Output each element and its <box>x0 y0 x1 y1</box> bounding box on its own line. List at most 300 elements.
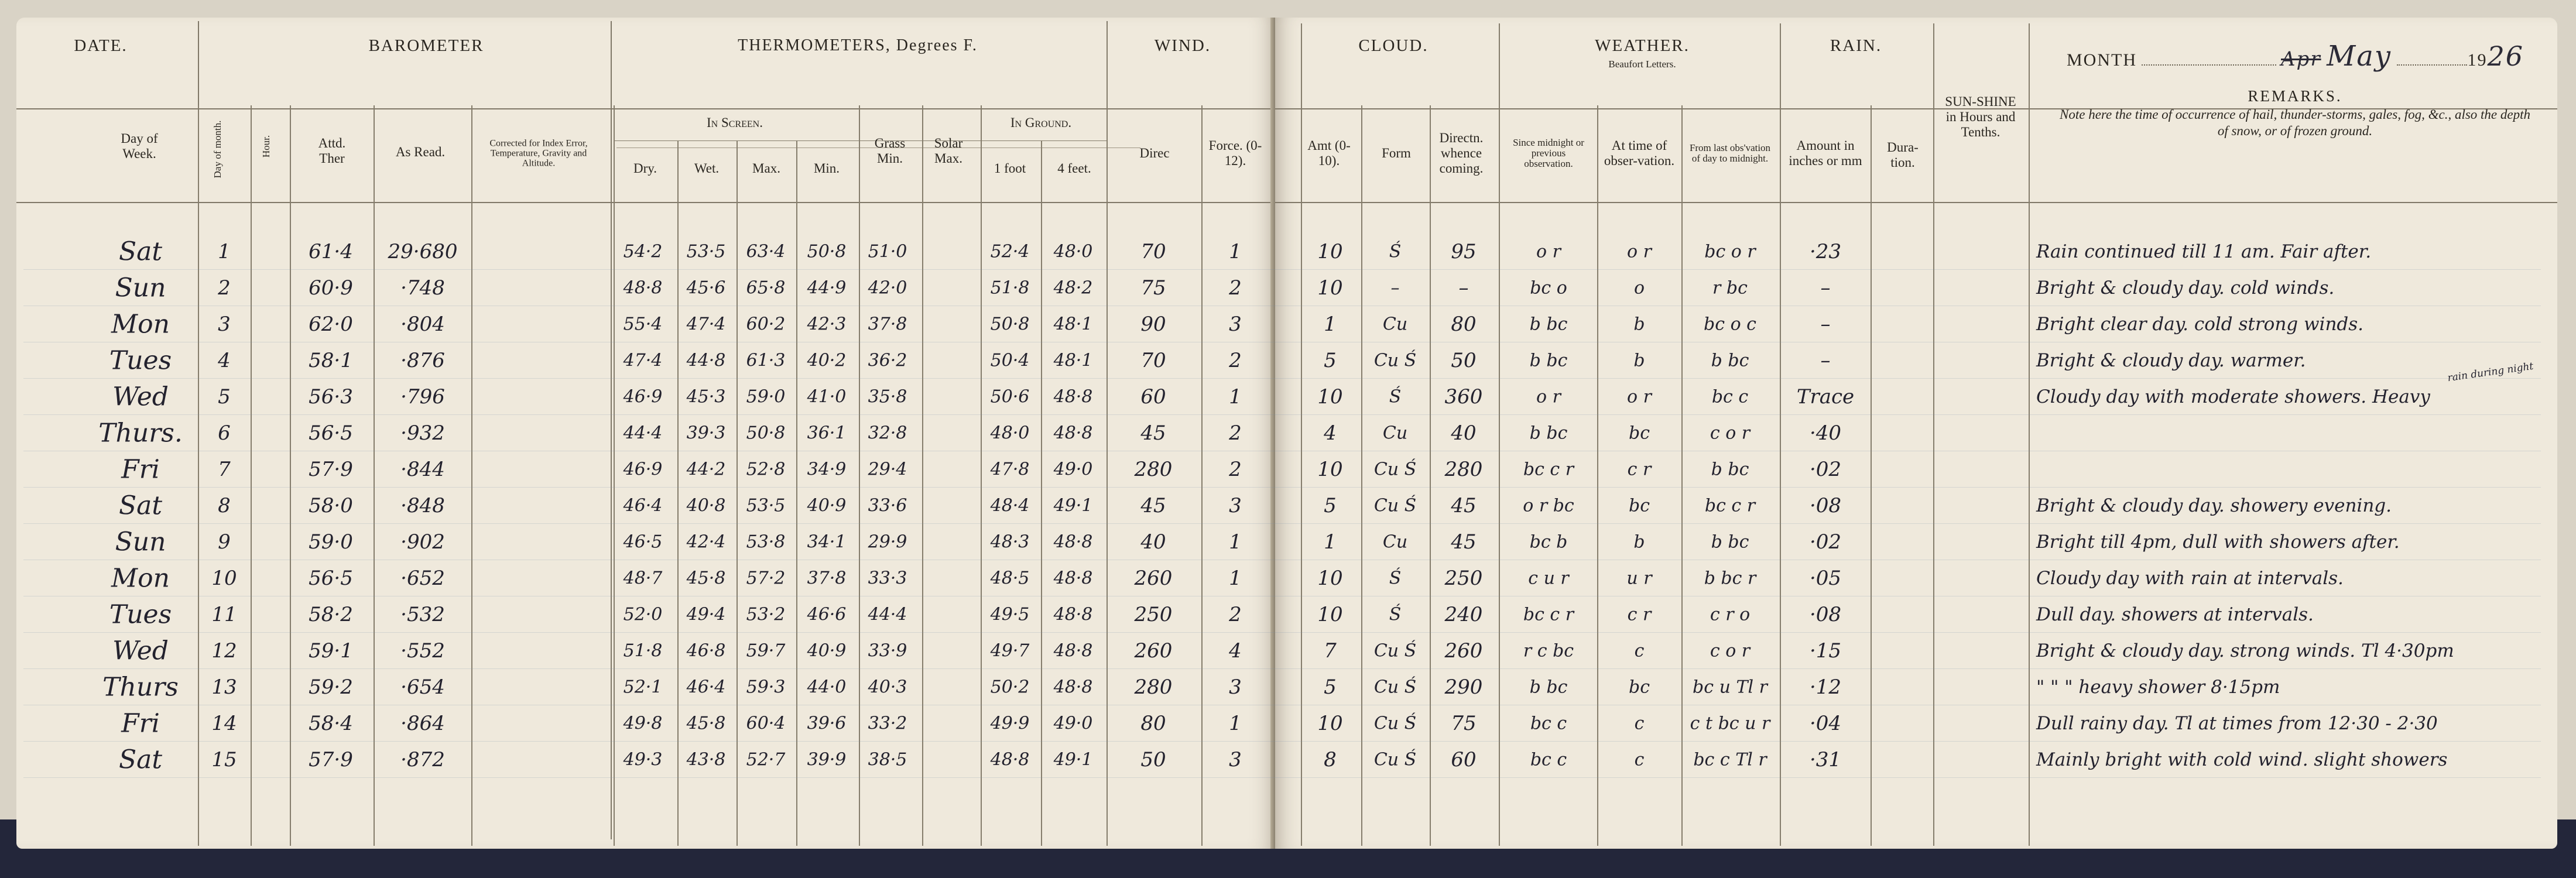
cell-w2: b <box>1633 350 1645 371</box>
row-rule <box>23 741 2541 742</box>
cell-attd: 56·5 <box>309 567 353 590</box>
cell-w2: o r <box>1627 241 1652 262</box>
cell-ft1: 48·8 <box>990 749 1030 770</box>
cell-max: 53·8 <box>746 531 786 553</box>
cell-form: Cu Ś <box>1373 749 1417 770</box>
cell-w3: c o r <box>1710 423 1751 444</box>
cell-w1: o r bc <box>1523 495 1574 516</box>
cell-grass: 33·2 <box>868 713 907 734</box>
cell-force: 2 <box>1229 276 1242 300</box>
cell-dom: 2 <box>218 276 231 300</box>
cell-form: Cu Ś <box>1373 350 1417 371</box>
cell-force: 3 <box>1229 494 1242 517</box>
cell-max: 50·8 <box>746 423 786 444</box>
cell-dry: 48·7 <box>623 568 663 589</box>
cell-form: Cu <box>1382 314 1408 335</box>
column-rule <box>1681 105 1683 846</box>
cell-force: 1 <box>1229 385 1242 409</box>
cell-form: Cu <box>1382 531 1408 553</box>
cell-w3: b bc <box>1711 531 1749 553</box>
column-rule <box>796 140 797 846</box>
cell-dir: 70 <box>1140 240 1166 263</box>
cell-wet: 39·3 <box>686 423 726 444</box>
cell-dow: Wed <box>112 636 169 666</box>
cell-grass: 44·4 <box>868 604 907 625</box>
cell-max: 61·3 <box>746 350 786 371</box>
cell-w1: o r <box>1536 386 1561 407</box>
cell-grass: 38·5 <box>868 749 907 770</box>
cell-dow: Thurs. <box>98 418 183 448</box>
cell-cdir: 260 <box>1444 639 1483 663</box>
cell-ft4: 48·1 <box>1053 350 1093 371</box>
cell-w1: r c bc <box>1523 640 1574 661</box>
cell-ft4: 48·8 <box>1053 386 1093 407</box>
header-subrule <box>981 140 1107 141</box>
cell-rain: ·23 <box>1809 240 1842 263</box>
cell-rain: ·15 <box>1809 639 1842 663</box>
cell-ft4: 49·1 <box>1053 749 1093 770</box>
cell-w2: c <box>1634 713 1645 734</box>
cell-w2: c r <box>1627 459 1652 480</box>
cell-min: 44·0 <box>807 677 847 698</box>
cell-baro: ·654 <box>400 675 445 699</box>
cell-dow: Tues <box>109 599 172 630</box>
cell-form: Cu Ś <box>1373 677 1417 698</box>
cell-force: 1 <box>1229 240 1242 263</box>
column-rule <box>922 105 923 846</box>
column-rule <box>1933 23 1934 846</box>
cell-dom: 1 <box>218 240 231 263</box>
row-rule <box>23 668 2541 669</box>
cell-wet: 53·5 <box>686 241 726 262</box>
cell-form: Cu Ś <box>1373 640 1417 661</box>
cell-dir: 90 <box>1140 313 1166 336</box>
cell-force: 1 <box>1229 567 1242 590</box>
month-label: MONTH <box>2067 50 2137 70</box>
cell-w2: bc <box>1628 677 1650 698</box>
cell-dry: 46·4 <box>623 495 663 516</box>
column-rule <box>1301 23 1302 846</box>
cell-dry: 51·8 <box>623 640 663 661</box>
subheader-hour: Hour. <box>261 135 272 158</box>
cell-force: 3 <box>1229 313 1242 336</box>
cell-dow: Sun <box>115 273 166 303</box>
remarks-note: Note here the time of occurrence of hail, thunder-storms, gales, fog, &c., also the depth of snow, or of frozen ground. <box>2060 107 2530 138</box>
header-sunshine: SUN-SHINE in Hours and Tenths. <box>1945 94 2016 139</box>
cell-w3: b bc <box>1711 350 1749 371</box>
cell-grass: 37·8 <box>868 314 907 335</box>
cell-cdir: 95 <box>1451 240 1477 263</box>
cell-rain: ·02 <box>1809 458 1842 481</box>
cell-baro: ·532 <box>400 603 445 626</box>
cell-wet: 45·8 <box>686 568 726 589</box>
cell-baro: ·796 <box>400 385 445 409</box>
cell-grass: 51·0 <box>868 241 907 262</box>
cell-ft1: 48·0 <box>990 423 1030 444</box>
header-date: DATE. <box>74 36 128 55</box>
cell-force: 1 <box>1229 530 1242 554</box>
subheader-solar-max: Solar Max. <box>934 136 963 166</box>
cell-attd: 62·0 <box>309 313 353 336</box>
cell-rain: ·04 <box>1809 712 1842 735</box>
cell-w2: c <box>1634 640 1645 661</box>
cell-form: Cu Ś <box>1373 713 1417 734</box>
cell-ft1: 50·2 <box>990 677 1030 698</box>
cell-w2: u r <box>1626 568 1652 589</box>
cell-attd: 56·5 <box>309 421 353 445</box>
cell-max: 59·7 <box>746 640 786 661</box>
subheader-grass-min: Grass Min. <box>874 136 906 166</box>
cell-w1: bc c r <box>1523 459 1574 480</box>
row-rule <box>23 632 2541 633</box>
cell-dom: 7 <box>218 458 231 481</box>
year-written: 26 <box>2487 40 2524 72</box>
cell-cdir: 80 <box>1451 313 1477 336</box>
cell-min: 40·9 <box>807 640 847 661</box>
cell-w3: c t bc u r <box>1690 713 1770 734</box>
cell-remark: Bright till 4pm, dull with showers after. <box>2036 531 2400 553</box>
header-barometer: BAROMETER <box>368 36 484 55</box>
cell-baro: ·804 <box>400 313 445 336</box>
cell-dir: 60 <box>1140 385 1166 409</box>
cell-cdir: 290 <box>1444 675 1483 699</box>
cell-force: 3 <box>1229 675 1242 699</box>
cell-baro: ·844 <box>400 458 445 481</box>
column-rule <box>859 105 860 846</box>
cell-max: 53·5 <box>746 495 786 516</box>
cell-ft1: 51·8 <box>990 277 1030 299</box>
cell-remark: Dull day. showers at intervals. <box>2036 604 2314 625</box>
cell-rain: ·02 <box>1809 530 1842 554</box>
cell-dow: Fri <box>121 454 160 485</box>
cell-ft4: 48·8 <box>1053 640 1093 661</box>
cell-amt: 10 <box>1317 567 1343 590</box>
row-rule <box>23 378 2541 379</box>
cell-wet: 44·8 <box>686 350 726 371</box>
cell-attd: 60·9 <box>309 276 353 300</box>
cell-force: 1 <box>1229 712 1242 735</box>
cell-remark: Cloudy day with rain at intervals. <box>2036 568 2344 589</box>
cell-dir: 75 <box>1140 276 1166 300</box>
cell-force: 2 <box>1229 458 1242 481</box>
cell-max: 52·7 <box>746 749 786 770</box>
subheader-directn: Directn. whence coming. <box>1439 131 1484 176</box>
cell-cdir: 40 <box>1451 421 1477 445</box>
cell-attd: 59·2 <box>309 675 353 699</box>
subheader-duration: Dura-tion. <box>1887 140 1919 170</box>
cell-wet: 40·8 <box>686 495 726 516</box>
cell-attd: 59·1 <box>309 639 353 663</box>
cell-w1: bc c <box>1530 713 1567 734</box>
header-rain: RAIN. <box>1830 36 1882 55</box>
cell-cdir: 45 <box>1451 494 1477 517</box>
cell-amt: 10 <box>1317 458 1343 481</box>
column-rule <box>374 105 375 846</box>
cell-amt: 10 <box>1317 240 1343 263</box>
cell-grass: 40·3 <box>868 677 907 698</box>
cell-wet: 45·3 <box>686 386 726 407</box>
cell-remark: Mainly bright with cold wind. slight showers <box>2036 749 2448 770</box>
header-weather: WEATHER. <box>1595 36 1690 55</box>
cell-dow: Tues <box>109 345 172 376</box>
cell-ft1: 49·5 <box>990 604 1030 625</box>
cell-amt: 5 <box>1324 494 1337 517</box>
cell-baro: ·864 <box>400 712 445 735</box>
subheader-form: Form <box>1382 146 1411 160</box>
cell-cdir: 50 <box>1451 349 1477 372</box>
subheader-day-of-month: Day of month. <box>212 120 223 179</box>
cell-baro: 29·680 <box>388 240 458 263</box>
cell-baro: ·552 <box>400 639 445 663</box>
cell-dow: Mon <box>111 309 170 339</box>
cell-grass: 42·0 <box>868 277 907 299</box>
cell-ft4: 49·1 <box>1053 495 1093 516</box>
column-rule <box>1201 105 1203 846</box>
cell-form: Cu Ś <box>1373 495 1417 516</box>
cell-force: 2 <box>1229 421 1242 445</box>
cell-max: 60·2 <box>746 314 786 335</box>
cell-baro: ·876 <box>400 349 445 372</box>
cell-min: 34·9 <box>807 459 847 480</box>
cell-w2: bc <box>1628 495 1650 516</box>
cell-dry: 49·8 <box>623 713 663 734</box>
cell-cdir: 45 <box>1451 530 1477 554</box>
cell-w3: c r o <box>1710 604 1751 625</box>
cell-min: 40·2 <box>807 350 847 371</box>
cell-w3: bc c r <box>1704 495 1756 516</box>
cell-dry: 55·4 <box>623 314 663 335</box>
cell-dom: 10 <box>211 567 237 590</box>
cell-w3: r bc <box>1712 277 1748 299</box>
cell-rain: ·08 <box>1809 603 1842 626</box>
column-rule <box>251 105 252 846</box>
cell-min: 42·3 <box>807 314 847 335</box>
cell-dow: Sat <box>118 236 163 267</box>
cell-dry: 47·4 <box>623 350 663 371</box>
cell-amt: 5 <box>1324 349 1337 372</box>
cell-dir: 50 <box>1140 748 1166 771</box>
cell-max: 65·8 <box>746 277 786 299</box>
cell-w3: bc c Tl r <box>1693 749 1767 770</box>
cell-grass: 36·2 <box>868 350 907 371</box>
cell-w1: b bc <box>1529 423 1568 444</box>
cell-rain: ·40 <box>1809 421 1842 445</box>
row-rule <box>23 487 2541 488</box>
cell-ft1: 52·4 <box>990 241 1030 262</box>
cell-rain: ·31 <box>1809 748 1842 771</box>
cell-ft1: 49·7 <box>990 640 1030 661</box>
cell-cdir: 75 <box>1451 712 1477 735</box>
cell-grass: 29·4 <box>868 459 907 480</box>
cell-dir: 260 <box>1134 567 1173 590</box>
cell-remark: Bright & cloudy day. warmer. <box>2036 350 2306 371</box>
cell-attd: 57·9 <box>309 748 353 771</box>
cell-ft4: 48·8 <box>1053 604 1093 625</box>
cell-dry: 52·0 <box>623 604 663 625</box>
cell-form: Cu <box>1382 423 1408 444</box>
column-rule <box>614 105 615 846</box>
cell-min: 50·8 <box>807 241 847 262</box>
subheader-attd-ther: Attd. Ther <box>318 136 346 166</box>
cell-force: 2 <box>1229 603 1242 626</box>
cell-wet: 45·8 <box>686 713 726 734</box>
remarks-header <box>2055 88 2535 139</box>
subheader-as-read: As Read. <box>395 145 446 159</box>
cell-wet: 43·8 <box>686 749 726 770</box>
column-rule <box>677 140 679 846</box>
cell-ft4: 49·0 <box>1053 459 1093 480</box>
cell-ft1: 50·4 <box>990 350 1030 371</box>
cell-w1: bc b <box>1529 531 1568 553</box>
cell-w2: c r <box>1627 604 1652 625</box>
cell-dom: 12 <box>211 639 237 663</box>
cell-dir: 280 <box>1134 675 1173 699</box>
column-rule <box>737 140 738 846</box>
cell-dow: Thurs <box>102 672 179 702</box>
cell-w3: c o r <box>1710 640 1751 661</box>
cell-cdir: 60 <box>1451 748 1477 771</box>
row-rule <box>23 269 2541 270</box>
cell-dry: 46·9 <box>623 386 663 407</box>
column-rule <box>1597 105 1598 846</box>
cell-cdir: 280 <box>1444 458 1483 481</box>
cell-grass: 32·8 <box>868 423 907 444</box>
cell-form: Ś <box>1389 568 1402 589</box>
cell-rain: Trace <box>1796 385 1855 409</box>
cell-ft4: 48·8 <box>1053 531 1093 553</box>
cell-dir: 40 <box>1140 530 1166 554</box>
cell-w1: bc c r <box>1523 604 1574 625</box>
cell-dir: 260 <box>1134 639 1173 663</box>
cell-remark: Bright clear day. cold strong winds. <box>2036 314 2364 335</box>
cell-amt: 4 <box>1324 421 1337 445</box>
cell-dry: 54·2 <box>623 241 663 262</box>
cell-w3: bc o c <box>1704 314 1756 335</box>
month-struck: Apr <box>2281 47 2321 71</box>
cell-w3: b bc <box>1711 459 1749 480</box>
subheader-at-time: At time of obser-vation. <box>1604 138 1675 168</box>
cell-form: Ś <box>1389 604 1402 625</box>
subheader-one-foot: 1 foot <box>994 161 1026 176</box>
cell-grass: 33·6 <box>868 495 907 516</box>
cell-dom: 13 <box>211 675 237 699</box>
cell-ft1: 48·5 <box>990 568 1030 589</box>
cell-form: Cu Ś <box>1373 459 1417 480</box>
cell-attd: 58·2 <box>309 603 353 626</box>
cell-w3: b bc r <box>1704 568 1756 589</box>
cell-dir: 70 <box>1140 349 1166 372</box>
cell-min: 39·9 <box>807 749 847 770</box>
cell-ft4: 48·8 <box>1053 677 1093 698</box>
year-printed: 19 <box>2467 50 2488 70</box>
cell-form: – <box>1390 277 1400 299</box>
cell-amt: 1 <box>1324 530 1337 554</box>
cell-ft1: 48·3 <box>990 531 1030 553</box>
cell-ft1: 48·4 <box>990 495 1030 516</box>
column-rule <box>981 105 982 846</box>
cell-ft4: 48·8 <box>1053 423 1093 444</box>
cell-dir: 45 <box>1140 494 1166 517</box>
cell-dry: 46·5 <box>623 531 663 553</box>
cell-ft1: 50·6 <box>990 386 1030 407</box>
cell-dow: Sat <box>118 745 163 775</box>
cell-baro: ·872 <box>400 748 445 771</box>
cell-w1: bc c <box>1530 749 1567 770</box>
cell-w3: bc c <box>1711 386 1749 407</box>
cell-w2: c <box>1634 749 1645 770</box>
cell-dir: 80 <box>1140 712 1166 735</box>
cell-ft4: 48·0 <box>1053 241 1093 262</box>
subheader-day-of-week: Day of Week. <box>121 131 158 161</box>
column-rule <box>1041 140 1042 846</box>
cell-ft4: 49·0 <box>1053 713 1093 734</box>
cell-grass: 33·3 <box>868 568 907 589</box>
cell-dom: 6 <box>218 421 231 445</box>
cell-grass: 35·8 <box>868 386 907 407</box>
month-field <box>2067 40 2524 73</box>
cell-rain: ·12 <box>1809 675 1842 699</box>
cell-max: 53·2 <box>746 604 786 625</box>
cell-amt: 1 <box>1324 313 1337 336</box>
subheader-direc: Direc <box>1139 146 1170 160</box>
cell-baro: ·652 <box>400 567 445 590</box>
cell-baro: ·932 <box>400 421 445 445</box>
cell-dry: 52·1 <box>623 677 663 698</box>
header-cloud: CLOUD. <box>1358 36 1429 55</box>
cell-min: 37·8 <box>807 568 847 589</box>
cell-attd: 58·4 <box>309 712 353 735</box>
cell-w2: b <box>1633 314 1645 335</box>
cell-dry: 44·4 <box>623 423 663 444</box>
cell-dom: 8 <box>218 494 231 517</box>
cell-amt: 8 <box>1324 748 1337 771</box>
cell-max: 63·4 <box>746 241 786 262</box>
cell-max: 59·3 <box>746 677 786 698</box>
cell-amt: 10 <box>1317 276 1343 300</box>
subheader-in-screen: In Screen. <box>707 115 763 130</box>
cell-dow: Sun <box>115 527 166 557</box>
cell-remark: " " " heavy shower 8·15pm <box>2036 677 2280 698</box>
subheader-dry: Dry. <box>633 161 657 176</box>
cell-rain: – <box>1820 276 1831 300</box>
cell-dry: 49·3 <box>623 749 663 770</box>
subheader-from-last: From last obs'vation of day to midnight. <box>1689 142 1771 164</box>
subheader-wet: Wet. <box>694 161 720 176</box>
subheader-amount: Amount in inches or mm <box>1789 138 1862 168</box>
cell-cdir: 250 <box>1444 567 1483 590</box>
column-rule <box>2029 23 2030 846</box>
cell-baro: ·848 <box>400 494 445 517</box>
cell-min: 40·9 <box>807 495 847 516</box>
cell-max: 60·4 <box>746 713 786 734</box>
month-value: May <box>2327 40 2392 73</box>
cell-w1: o r <box>1536 241 1561 262</box>
cell-dom: 5 <box>218 385 231 409</box>
cell-w1: b bc <box>1529 314 1568 335</box>
cell-min: 44·9 <box>807 277 847 299</box>
column-rule <box>1107 23 1108 846</box>
cell-max: 52·8 <box>746 459 786 480</box>
cell-min: 39·6 <box>807 713 847 734</box>
cell-attd: 57·9 <box>309 458 353 481</box>
column-rule <box>1499 23 1500 846</box>
cell-remark: Bright & cloudy day. strong winds. Tl 4·30pm <box>2036 640 2454 661</box>
subheader-min: Min. <box>813 161 840 176</box>
subheader-in-ground: In Ground. <box>1010 115 1072 130</box>
subheader-force: Force. (0-12). <box>1208 138 1262 168</box>
column-rule <box>1430 105 1431 846</box>
cell-w1: bc o <box>1530 277 1567 299</box>
